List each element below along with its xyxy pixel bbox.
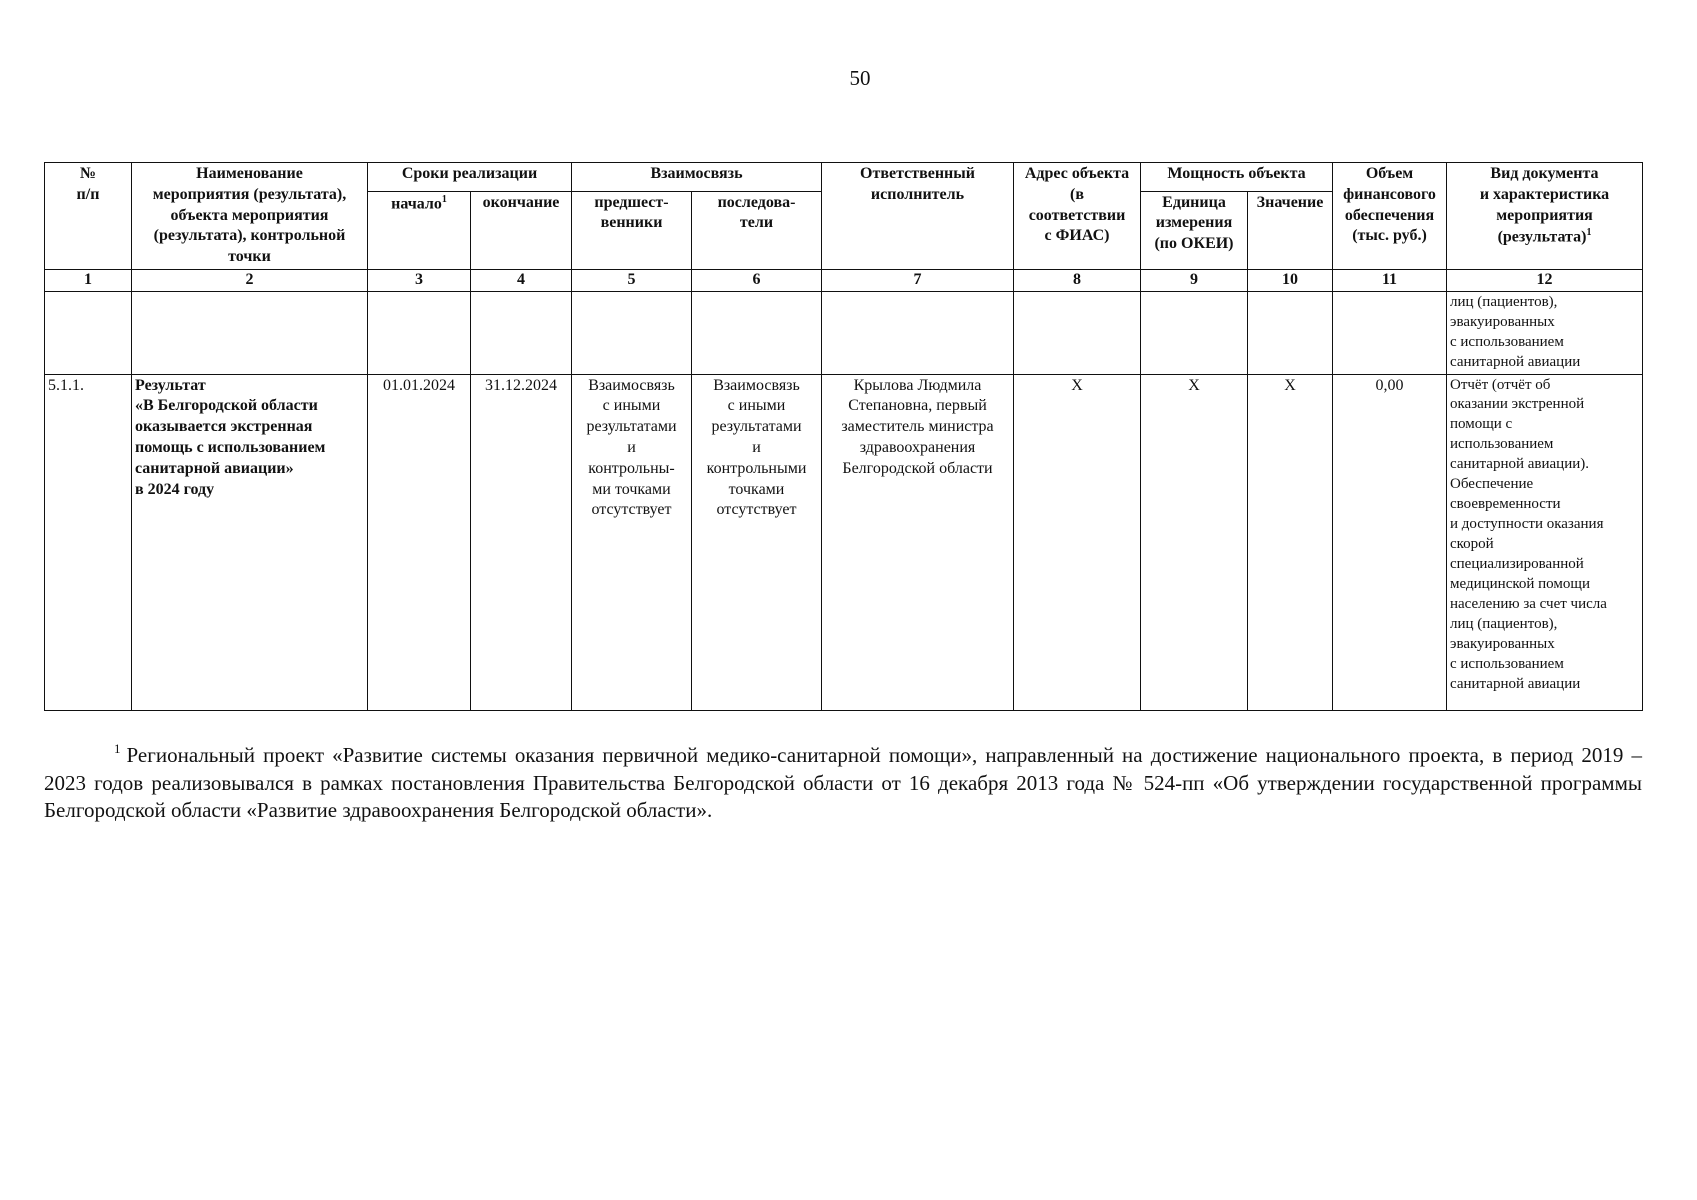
col-number: 12 [1447,269,1643,291]
col-number: 11 [1333,269,1447,291]
col-number: 2 [132,269,368,291]
col-number: 7 [822,269,1014,291]
row-num-cell: 5.1.1. [45,374,132,710]
col-number: 1 [45,269,132,291]
header-doc [1447,163,1643,270]
table-cell [1141,291,1248,374]
col-number: 6 [692,269,822,291]
header-value: Значение [1248,191,1333,269]
table-cell [692,291,822,374]
col-number: 9 [1141,269,1248,291]
table-cell [1248,291,1333,374]
table-cell [1333,291,1447,374]
table-cell [45,291,132,374]
col-number: 5 [572,269,692,291]
row-end-cell: 31.12.2024 [471,374,572,710]
header-address: Адрес объекта (в соответствии с ФИАС) [1014,163,1141,270]
footnote [44,742,1642,825]
header-name: Наименование мероприятия (результата), объекта мероприятия (результата), контрольной точки [132,163,368,270]
col-number: 4 [471,269,572,291]
continuation-doc-cell: лиц (пациентов), эвакуированных с использованием санитарной авиации [1447,291,1643,374]
header-responsible: Ответственный исполнитель [822,163,1014,270]
header-end: окончание [471,191,572,269]
table-cell [471,291,572,374]
header-successors: последова- тели [692,191,822,269]
footnote-text: Региональный проект «Развитие системы оказания первичной медико-санитарной помощи», направленный на достижение национального проекта, в период 2019 – 2023 годов реализовывался в рамках постановления Правительства Белгородской области от 16 декабря 2013 года № 524-пп «Об утверждении государственной программы Белгородской области «Развитие здравоохранения Белгородской области». [44,743,1642,823]
table-cell [822,291,1014,374]
activities-table [44,162,1643,711]
row-predecessors-cell: Взаимосвязь с иными результатами и контрольны- ми точками отсутствует [572,374,692,710]
table-row [45,374,1643,710]
row-name-cell: Результат «В Белгородской области оказывается экстренная помощь с использованием санитарной авиации» в 2024 году [132,374,368,710]
header-terms: Сроки реализации [368,163,572,192]
header-num: № п/п [45,163,132,270]
header-volume: Объем финансового обеспечения (тыс. руб.) [1333,163,1447,270]
col-number: 8 [1014,269,1141,291]
row-doc-cell: Отчёт (отчёт об оказании экстренной помощи с использованием санитарной авиации). Обеспечение своевременности и доступности оказания скорой специализированной медицинской помощи населению за счет числа лиц (пациентов), эвакуированных с использованием санитарной авиации [1447,374,1643,710]
row-responsible-cell: Крылова Людмила Степановна, первый заместитель министра здравоохранения Белгородской области [822,374,1014,710]
header-start-text: начало [391,194,442,212]
row-volume-cell: 0,00 [1333,374,1447,710]
col-number: 10 [1248,269,1333,291]
table-cell [1014,291,1141,374]
continuation-row [45,291,1643,374]
header-start [368,191,471,269]
row-unit-cell: X [1141,374,1248,710]
row-start-cell: 01.01.2024 [368,374,471,710]
row-value-cell: X [1248,374,1333,710]
header-start-footnote-mark: 1 [441,193,447,205]
table-cell [132,291,368,374]
header-row-1 [45,163,1643,192]
header-capacity: Мощность объекта [1141,163,1333,192]
header-doc-text: Вид документа и характеристика мероприятия (результата) [1479,165,1610,246]
footnote-marker: 1 [114,741,121,756]
header-link: Взаимосвязь [572,163,822,192]
header-unit: Единица измерения (по ОКЕИ) [1141,191,1248,269]
header-predecessors: предшест- венники [572,191,692,269]
header-doc-footnote-mark: 1 [1586,227,1592,239]
table-cell [368,291,471,374]
table-cell [572,291,692,374]
column-number-row [45,269,1643,291]
col-number: 3 [368,269,471,291]
page-number: 50 [849,66,871,90]
row-successors-cell: Взаимосвязь с иными результатами и контрольными точками отсутствует [692,374,822,710]
row-address-cell: X [1014,374,1141,710]
